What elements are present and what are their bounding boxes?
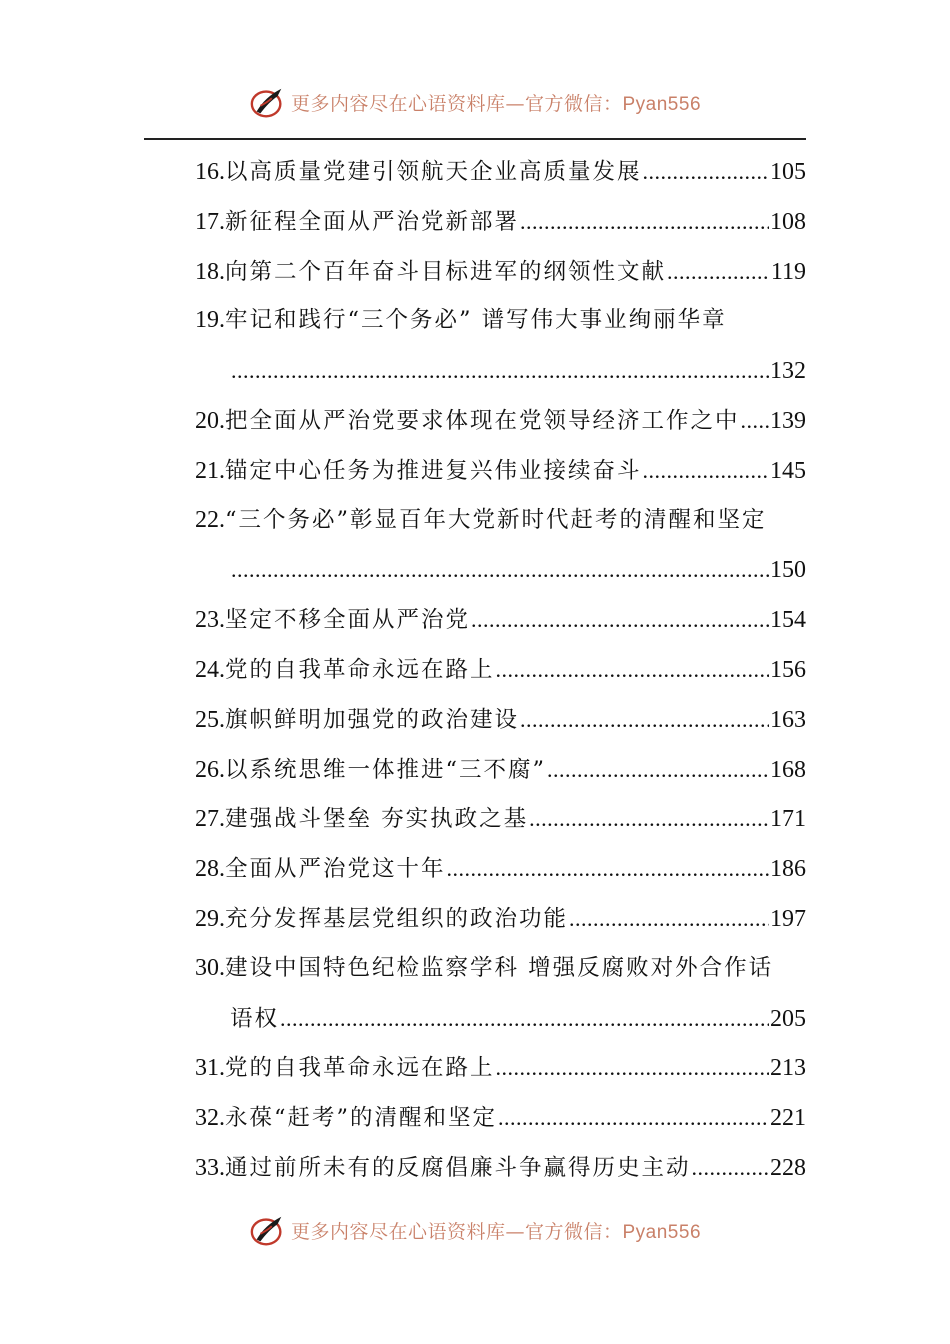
toc-page-number: 205: [770, 1005, 806, 1032]
toc-entry[interactable]: [195, 197, 806, 247]
toc-entry[interactable]: [195, 396, 806, 446]
toc-dot-leader: [547, 745, 769, 795]
toc-dot-leader: [643, 446, 769, 496]
toc-entry-title: 党的自我革命永远在路上: [225, 656, 495, 683]
toc-entry-number: 22.: [195, 506, 225, 533]
header-rule: [144, 138, 806, 140]
toc-entry-title: 旗帜鲜明加强党的政治建设: [225, 706, 520, 733]
toc-entry[interactable]: [195, 645, 806, 695]
toc-page-number: 145: [770, 457, 806, 484]
pen-nib-logo-icon: [249, 83, 287, 121]
wechat-id: Pyan556: [622, 1221, 702, 1243]
toc-page-number: 105: [770, 159, 806, 185]
toc-entry-number: 17.: [195, 208, 225, 235]
toc-entry-title-continued: 语权: [230, 1005, 280, 1032]
toc-entry-number: 32.: [195, 1105, 225, 1132]
toc-dot-leader: [496, 1043, 769, 1093]
toc-entry-number: 25.: [195, 706, 225, 733]
toc-dot-leader: [520, 197, 769, 247]
toc-entry-title: 以高质量党建引领航天企业高质量发展: [225, 159, 642, 185]
toc-entry-title: 全面从严治党这十年: [225, 856, 446, 883]
toc-entry-title: 锚定中心任务为推进复兴伟业接续奋斗: [225, 457, 642, 484]
toc-entry[interactable]: [195, 1143, 806, 1193]
toc-page-number: 197: [770, 905, 806, 932]
toc-entry-number: 30.: [195, 954, 225, 981]
toc-entry-title: 坚定不移全面从严治党: [225, 607, 471, 634]
toc-entry-title: 以系统思维一体推进“三不腐”: [225, 756, 547, 783]
toc-entry[interactable]: [195, 1093, 806, 1143]
toc-entry-number: 29.: [195, 905, 225, 932]
toc-page-number: 119: [770, 258, 806, 285]
banner-slogan: 更多内容尽在心语资料库—官方微信：: [290, 92, 623, 115]
toc-entry-number: 24.: [195, 656, 225, 683]
toc-entry-title: 新征程全面从严治党新部署: [225, 208, 520, 235]
toc-page-number: 168: [770, 756, 806, 783]
toc-entry[interactable]: [195, 1043, 806, 1093]
toc-entry[interactable]: [195, 844, 806, 894]
toc-entry-continuation[interactable]: [195, 994, 806, 1044]
toc-entry-number: 20.: [195, 407, 225, 434]
toc-page-number: 108: [770, 208, 806, 235]
toc-entry-number: 21.: [195, 457, 225, 484]
toc-dot-leader: [471, 595, 769, 645]
toc-entry[interactable]: [195, 894, 806, 944]
toc-entry[interactable]: [195, 496, 806, 546]
toc-entry-title: 永葆“赶考”的清醒和坚定: [225, 1105, 498, 1132]
toc-dot-leader: [529, 794, 769, 844]
toc-entry-title: 党的自我革命永远在路上: [225, 1055, 495, 1082]
toc-dot-leader: [520, 695, 769, 745]
toc-page-number: 221: [770, 1105, 806, 1132]
toc-page-number: 132: [770, 358, 806, 385]
banner-text: [291, 89, 701, 116]
toc-dot-leader: [498, 1093, 769, 1143]
toc-entry-continuation[interactable]: [195, 346, 806, 396]
wechat-id: Pyan556: [622, 93, 702, 115]
toc-entry-title: 建设中国特色纪检监察学科 增强反腐败对外合作话: [225, 954, 774, 981]
toc-entry-number: 19.: [195, 307, 225, 334]
toc-entry[interactable]: [195, 794, 806, 844]
toc-entry[interactable]: [195, 595, 806, 645]
toc-entry-number: 18.: [195, 258, 225, 285]
banner-text: [291, 1217, 701, 1244]
toc-entry[interactable]: [195, 446, 806, 496]
toc-page-number: 171: [770, 806, 806, 833]
toc-entry-number: 31.: [195, 1055, 225, 1082]
toc-dot-leader: [643, 147, 769, 197]
toc-page-number: 228: [770, 1154, 806, 1181]
pen-nib-logo-icon: [249, 1211, 287, 1249]
toc-dot-leader: [692, 1143, 769, 1193]
toc-entry-title: 向第二个百年奋斗目标进军的纲领性文献: [225, 258, 667, 285]
toc-dot-leader: [231, 545, 769, 595]
toc-entry-title: 牢记和践行“三个务必” 谱写伟大事业绚丽华章: [225, 307, 727, 334]
toc-dot-leader: [569, 894, 769, 944]
toc-entry[interactable]: [195, 745, 806, 795]
toc-dot-leader: [231, 346, 769, 396]
toc-entry-number: 27.: [195, 806, 225, 833]
toc-page-number: 139: [770, 407, 806, 434]
toc-entry-title: 把全面从严治党要求体现在党领导经济工作之中: [225, 407, 740, 434]
toc-entry[interactable]: [195, 247, 806, 297]
toc-entry-title: 充分发挥基层党组织的政治功能: [225, 905, 569, 932]
toc-entry[interactable]: [195, 147, 806, 197]
banner-slogan: 更多内容尽在心语资料库—官方微信：: [290, 1220, 623, 1243]
toc-entry-title: 通过前所未有的反腐倡廉斗争赢得历史主动: [225, 1154, 691, 1181]
toc-dot-leader: [447, 844, 769, 894]
toc-dot-leader: [667, 247, 770, 297]
toc-entry[interactable]: [195, 944, 806, 994]
table-of-contents: [195, 147, 806, 1193]
toc-entry-continuation[interactable]: [195, 545, 806, 595]
toc-dot-leader: [280, 994, 769, 1044]
toc-entry-title: “三个务必”彰显百年大党新时代赶考的清醒和坚定: [225, 506, 767, 533]
toc-page-number: 213: [770, 1055, 806, 1082]
toc-page-number: 154: [770, 607, 806, 634]
toc-dot-leader: [741, 396, 769, 446]
header-banner: [0, 82, 950, 122]
toc-entry-number: 28.: [195, 856, 225, 883]
toc-page-number: 186: [770, 856, 806, 883]
toc-page-number: 163: [770, 706, 806, 733]
footer-banner: [0, 1210, 950, 1250]
toc-entry-number: 23.: [195, 607, 225, 634]
toc-entry[interactable]: [195, 695, 806, 745]
toc-entry-number: 16.: [195, 159, 225, 185]
toc-page-number: 150: [770, 557, 806, 584]
toc-entry-title: 建强战斗堡垒 夯实执政之基: [225, 806, 529, 833]
toc-entry-number: 26.: [195, 756, 225, 783]
toc-page-number: 156: [770, 656, 806, 683]
toc-entry-number: 33.: [195, 1154, 225, 1181]
toc-entry[interactable]: [195, 296, 806, 346]
toc-dot-leader: [496, 645, 769, 695]
